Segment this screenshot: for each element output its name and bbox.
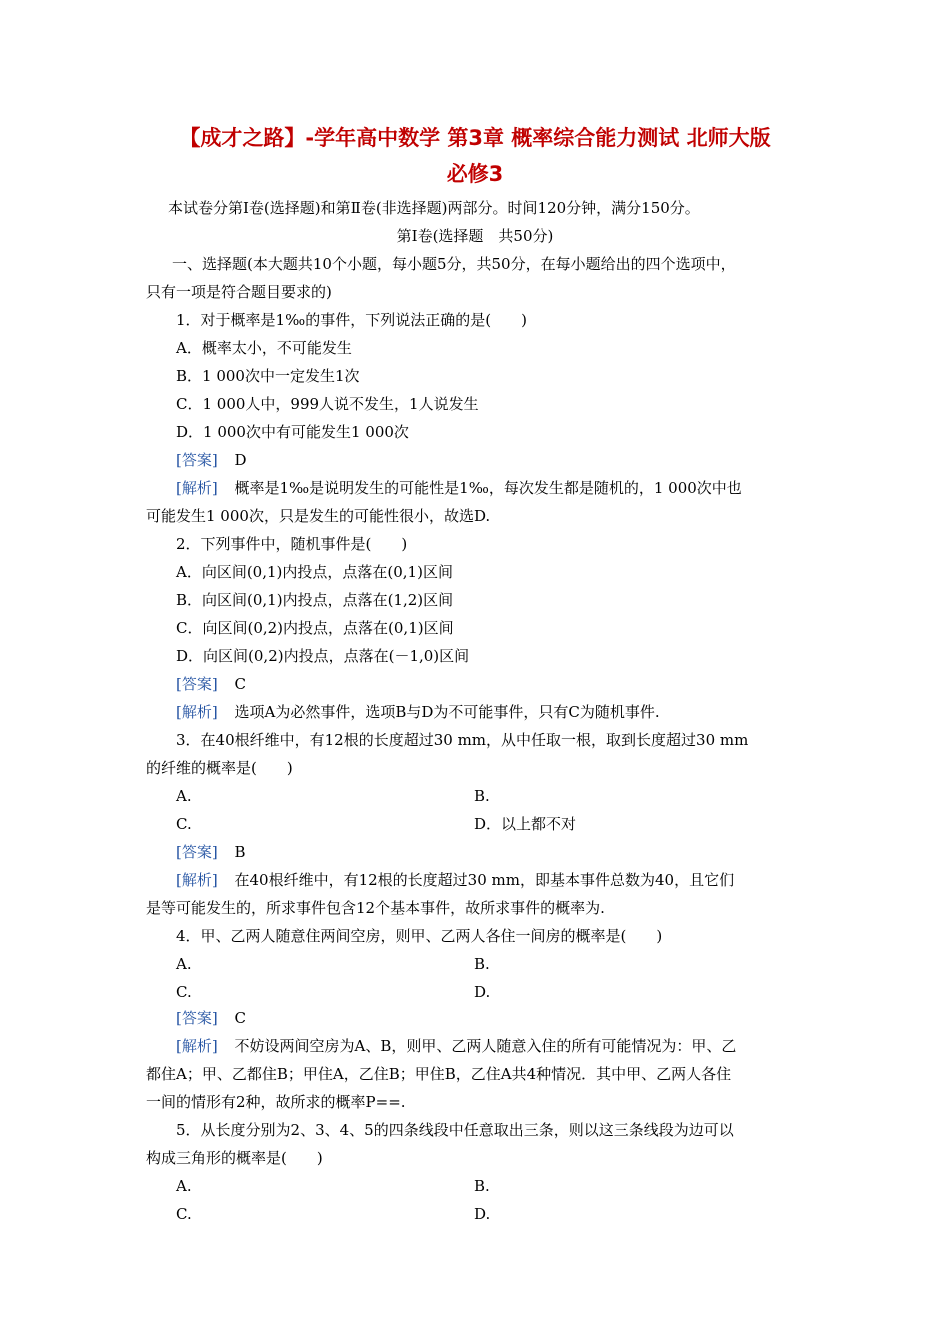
doc-title-line1: 【成才之路】-学年高中数学 第3章 概率综合能力测试 北师大版 [179, 126, 771, 150]
answer-tag: [答案] [176, 451, 218, 469]
q4-stem: 4．甲、乙两人随意住两间空房，则甲、乙两人各住一间房的概率是( ) [176, 927, 663, 945]
q2-answer [176, 674, 246, 694]
q5-stem-line1: 5．从长度分别为2、3、4、5的四条线段中任意取出三条，则以这三条线段为边可以 [176, 1121, 734, 1139]
q4-analysis-line3: 一间的情形有2种，故所求的概率P==. [146, 1093, 406, 1111]
q4-option-a: A. [176, 955, 192, 973]
q3-option-b: B. [474, 787, 490, 805]
intro-text: 本试卷分第Ⅰ卷(选择题)和第Ⅱ卷(非选择题)两部分。时间120分钟，满分150分。 [168, 199, 700, 217]
q1-option-a: A．概率太小，不可能发生 [176, 339, 352, 357]
q2-option-a: A．向区间(0,1)内投点，点落在(0,1)区间 [176, 563, 453, 581]
q4-option-d: D. [474, 983, 491, 1001]
q5-option-c: C. [176, 1205, 192, 1223]
q3-analysis-line1 [176, 870, 734, 890]
q1-option-d: D．1 000次中有可能发生1 000次 [176, 423, 409, 441]
analysis-tag: [解析] [176, 871, 218, 889]
q2-option-d: D．向区间(0,2)内投点，点落在(－1,0)区间 [176, 647, 470, 665]
q3-stem-line2: 的纤维的概率是( ) [146, 759, 293, 777]
q4-analysis-line1 [176, 1036, 736, 1056]
q3-option-d: D．以上都不对 [474, 815, 577, 833]
q1-analysis-line2: 可能发生1 000次，只是发生的可能性很小，故选D. [146, 507, 491, 525]
analysis-tag: [解析] [176, 703, 218, 721]
q1-option-b: B．1 000次中一定发生1次 [176, 367, 360, 385]
analysis-tag: [解析] [176, 479, 218, 497]
q2-option-b: B．向区间(0,1)内投点，点落在(1,2)区间 [176, 591, 454, 609]
answer-tag: [答案] [176, 1009, 218, 1027]
section-heading: 第Ⅰ卷(选择题 共50分) [396, 227, 554, 245]
q5-option-d: D. [474, 1205, 491, 1223]
q3-analysis-line2: 是等可能发生的，所求事件包含12个基本事件，故所求事件的概率为. [146, 899, 605, 917]
part-header-line1: 一、选择题(本大题共10个小题，每小题5分，共50分，在每小题给出的四个选项中， [172, 255, 736, 273]
q2-analysis-line1 [176, 702, 660, 722]
q1-analysis-text1: 概率是1‰是说明发生的可能性是1‰，每次发生都是随机的，1 000次中也 [234, 479, 742, 497]
q3-option-a: A. [176, 787, 192, 805]
doc-title-line2: 必修3 [446, 162, 504, 186]
answer-tag: [答案] [176, 675, 218, 693]
q2-answer-value: C [234, 675, 246, 693]
q3-option-c: C. [176, 815, 192, 833]
q5-option-a: A. [176, 1177, 192, 1195]
q1-stem: 1．对于概率是1‰的事件，下列说法正确的是( ) [176, 311, 527, 329]
q1-answer [176, 450, 247, 470]
part-header-line2: 只有一项是符合题目要求的) [146, 283, 332, 301]
q3-analysis-text1: 在40根纤维中，有12根的长度超过30 mm，即基本事件总数为40，且它们 [234, 871, 735, 889]
q4-option-c: C. [176, 983, 192, 1001]
q5-stem-line2: 构成三角形的概率是( ) [146, 1149, 323, 1167]
q4-option-b: B. [474, 955, 490, 973]
answer-tag: [答案] [176, 843, 218, 861]
q4-analysis-text1: 不妨设两间空房为A、B，则甲、乙两人随意入住的所有可能情况为：甲、乙 [234, 1037, 737, 1055]
q3-stem-line1: 3．在40根纤维中，有12根的长度超过30 mm，从中任取一根，取到长度超过30 mm [176, 731, 749, 749]
q1-analysis-line1 [176, 478, 742, 498]
q4-answer-value: C [234, 1009, 246, 1027]
analysis-tag: [解析] [176, 1037, 218, 1055]
q2-stem: 2．下列事件中，随机事件是( ) [176, 535, 408, 553]
q4-answer [176, 1008, 246, 1028]
q2-option-c: C．向区间(0,2)内投点，点落在(0,1)区间 [176, 619, 454, 637]
q1-answer-value: D [234, 451, 247, 469]
q1-option-c: C．1 000人中，999人说不发生，1人说发生 [176, 395, 479, 413]
q4-analysis-line2: 都住A；甲、乙都住B；甲住A，乙住B；甲住B，乙住A共4种情况．其中甲、乙两人各住 [146, 1065, 732, 1083]
q2-analysis-text1: 选项A为必然事件，选项B与D为不可能事件，只有C为随机事件. [234, 703, 660, 721]
q3-answer [176, 842, 246, 862]
q3-answer-value: B [234, 843, 246, 861]
q5-option-b: B. [474, 1177, 490, 1195]
